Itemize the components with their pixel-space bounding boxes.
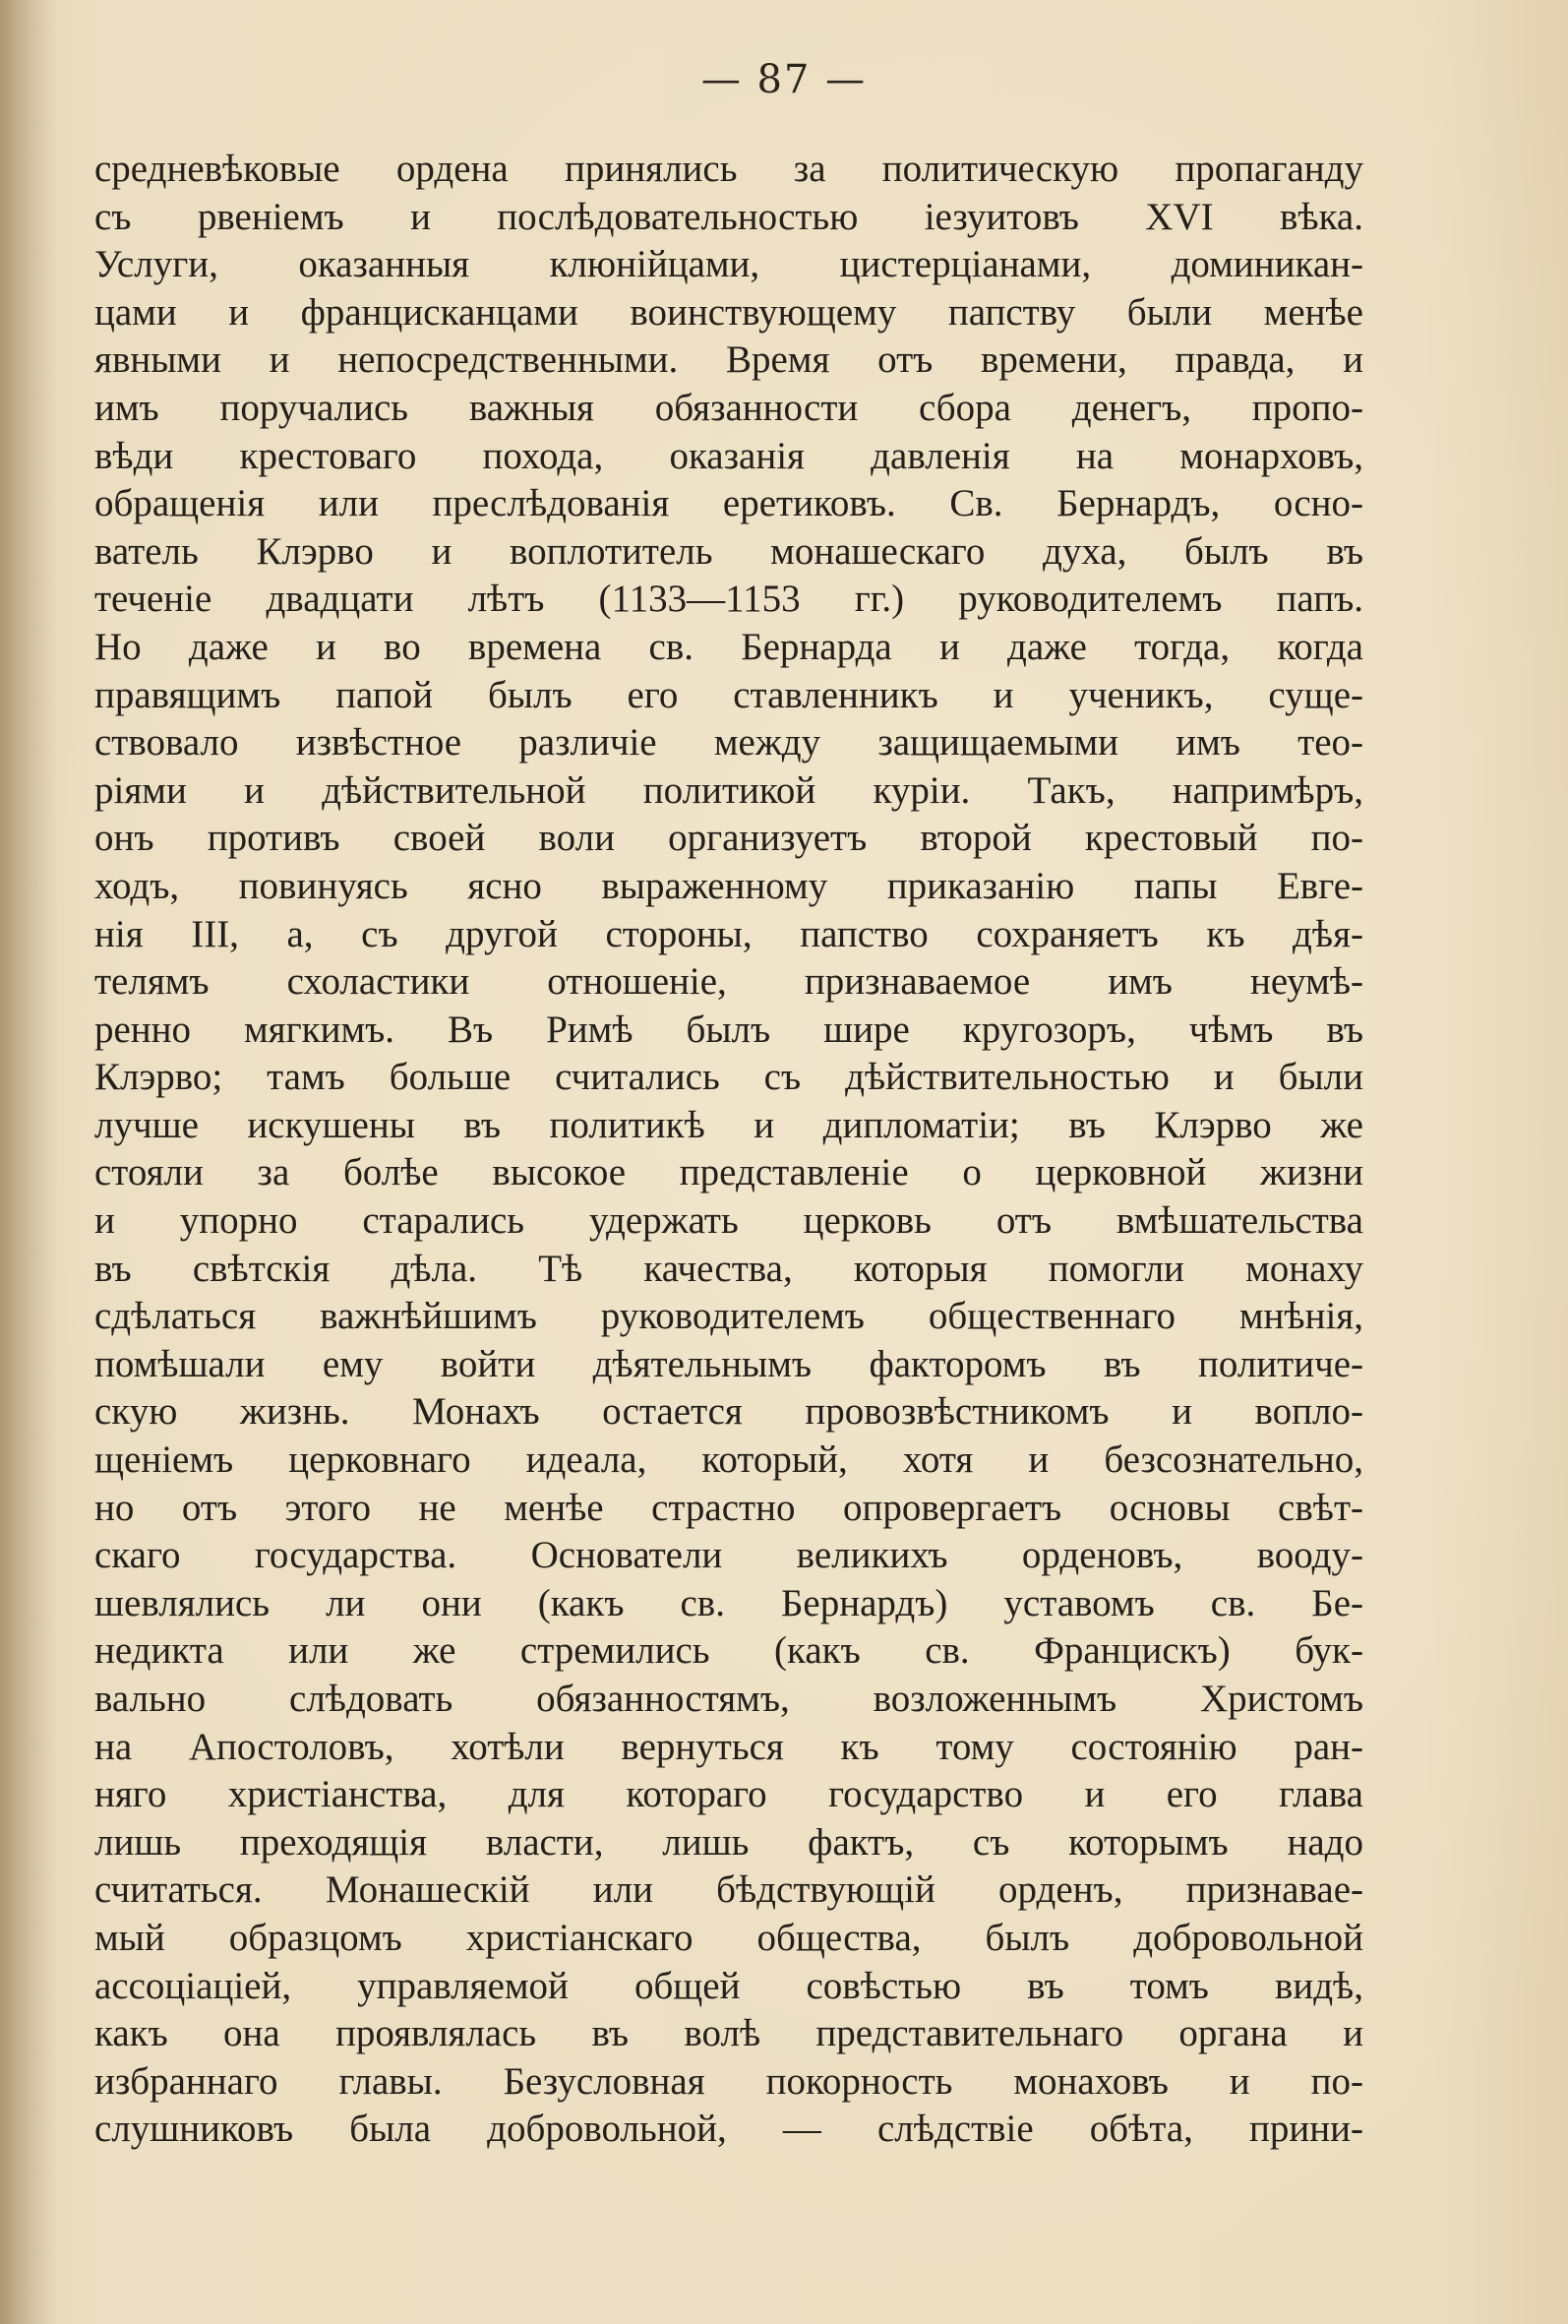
text-line: телямъ схоластики отношеніе, признаваемое имъ неумѣ- [94,960,1363,1004]
text-line: няго христіанства, для котораго государство и его глава [94,1773,1363,1816]
text-line: и упорно старались удержать церковь отъ вмѣшательства [94,1199,1363,1243]
page-gutter-shadow [0,0,59,2324]
text-line: ствовало извѣстное различіе между защищаемыми имъ тео- [94,721,1363,764]
text-line: какъ она проявлялась въ волѣ представительнаго органа и [94,2012,1363,2055]
text-line: нія III, а, съ другой стороны, папство сохраняетъ къ дѣя- [94,912,1363,955]
text-line: ріями и дѣйствительной политикой куріи. Такъ, напримѣръ, [94,768,1363,812]
text-line: сдѣлаться важнѣйшимъ руководителемъ общественнаго мнѣнія, [94,1295,1363,1338]
text-line: недикта или же стремились (какъ св. Францискъ) бук- [94,1629,1363,1673]
text-line: ассоціацiей, управляемой общей совѣстью въ томъ видѣ, [94,1964,1363,2007]
text-line: цами и францисканцами воинствующему папству были менѣе [94,290,1363,334]
text-line: обращенія или преслѣдованія еретиковъ. Св. Бернардъ, осно- [94,482,1363,525]
text-line: считаться. Монашескій или бѣдствующій орденъ, признавае- [94,1868,1363,1912]
text-line: слушниковъ была добровольной, — слѣдствіе обѣта, прини- [94,2108,1363,2151]
text-line: скаго государства. Основатели великихъ орденовъ, вооду- [94,1534,1363,1577]
text-line: шевлялись ли они (какъ св. Бернардъ) уставомъ св. Бе- [94,1581,1363,1624]
page-number: — 87 — [700,57,868,102]
body-text [94,146,1363,2154]
text-line: стояли за болѣе высокое представленіе о церковной жизни [94,1151,1363,1194]
text-line: вально слѣдовать обязанностямъ, возложеннымъ Христомъ [94,1678,1363,1720]
text-line: теченіе двадцати лѣтъ (1133—1153 гг.) руководителемъ папъ. [94,578,1363,621]
text-line: Услуги, оказанныя клюнійцами, цистерціанами, доминикан- [94,243,1363,286]
text-line: онъ противъ своей воли организуетъ второй крестовый по- [94,817,1363,860]
text-line: съ рвеніемъ и послѣдовательностью іезуитовъ XVI вѣка. [94,195,1363,238]
text-line: скую жизнь. Монахъ остается провозвѣстникомъ и вопло- [94,1390,1363,1434]
text-line: правящимъ папой былъ его ставленникъ и ученикъ, суще- [94,673,1363,716]
text-line: въ свѣтскія дѣла. Тѣ качества, которыя помогли монаху [94,1247,1363,1290]
text-line: ватель Клэрво и воплотитель монашескаго духа, былъ въ [94,529,1363,573]
text-line: лишь преходящія власти, лишь фактъ, съ которымъ надо [94,1820,1363,1864]
text-line: имъ поручались важныя обязанности сбора денегъ, пропо- [94,386,1363,429]
text-line: ренно мягкимъ. Въ Римѣ былъ шире кругозоръ, чѣмъ въ [94,1008,1363,1051]
text-line: средневѣковые ордена принялись за политическую пропаганду [94,148,1363,190]
text-line: Клэрво; тамъ больше считались съ дѣйствительностью и были [94,1056,1363,1099]
text-line: на Апостоловъ, хотѣли вернуться къ тому состоянію ран- [94,1725,1363,1768]
text-line: вѣди крестоваго похода, оказанія давленія на монарховъ, [94,434,1363,477]
text-line: избраннаго главы. Безусловная покорность монаховъ и по- [94,2059,1363,2103]
text-line: ходъ, повинуясь ясно выраженному приказанію папы Евге- [94,864,1363,907]
text-line: щеніемъ церковнаго идеала, который, хотя и безсознательно, [94,1438,1363,1482]
text-line: лучше искушены въ политикѣ и дипломатіи; въ Клэрво же [94,1103,1363,1146]
text-line: явными и непосредственными. Время отъ времени, правда, и [94,338,1363,382]
text-line: помѣшали ему войти дѣятельнымъ факторомъ въ политиче- [94,1342,1363,1385]
text-line: но отъ этого не менѣе страстно опровергаетъ основы свѣт- [94,1486,1363,1529]
text-line: мый образцомъ христіанскаго общества, былъ добровольной [94,1916,1363,1959]
text-line: Но даже и во времена св. Бернарда и даже тогда, когда [94,625,1363,668]
